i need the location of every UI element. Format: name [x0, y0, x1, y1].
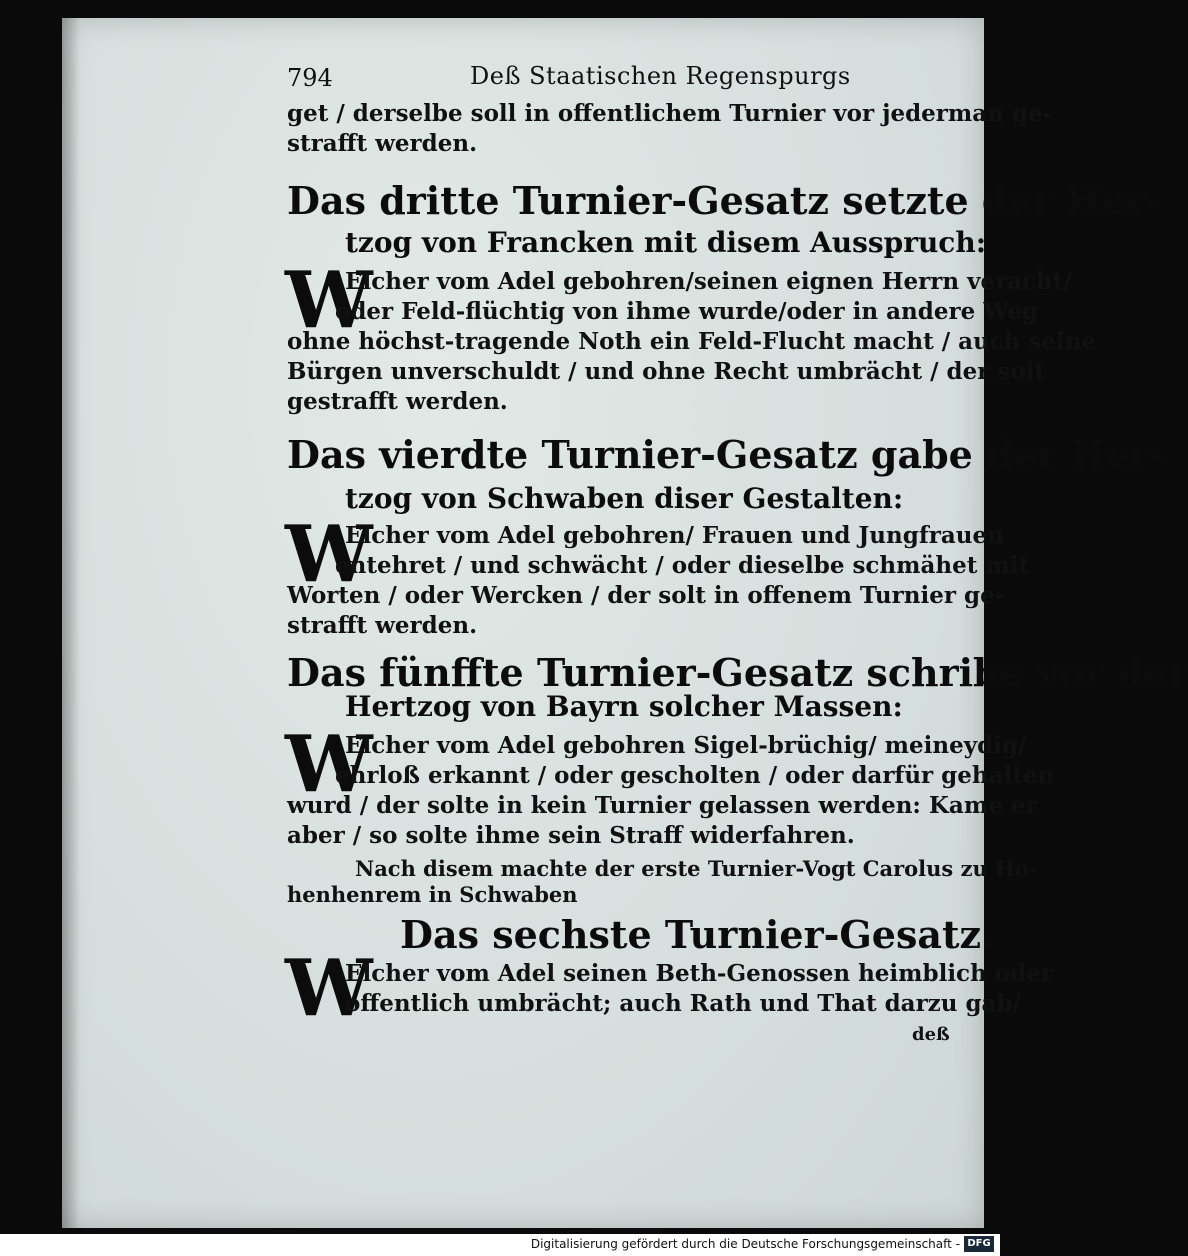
drop-cap: W	[285, 509, 373, 600]
body-line: gestrafft werden.	[287, 388, 508, 415]
section-heading: Das vierdte Turnier-Gesatz gabe der Her-	[287, 432, 1166, 477]
body-line: Elcher vom Adel gebohren/seinen eignen Herrn veracht/	[345, 268, 1072, 295]
body-line: entehret / und schwächt / oder dieselbe schmähet mit	[335, 552, 1030, 579]
body-line: wurd / der solte in kein Turnier gelassen werden: Kame er	[287, 792, 1038, 819]
page-spine-shadow	[62, 18, 80, 1228]
body-line: Elcher vom Adel gebohren/ Frauen und Jungfrauen	[345, 522, 1004, 549]
body-line: Worten / oder Wercken / der solt in offenem Turnier ge-	[287, 582, 1005, 609]
dfg-logo-icon: DFG	[964, 1236, 994, 1252]
running-title: Deß Staatischen Regenspurgs	[470, 62, 851, 90]
body-line: Elcher vom Adel gebohren Sigel-brüchig/ meineydig/	[345, 732, 1027, 759]
intro-line: get / derselbe soll in offentlichem Turnier vor jederman ge-	[287, 100, 1053, 127]
drop-cap: W	[285, 943, 373, 1034]
body-line: Bürgen unverschuldt / und ohne Recht umbrächt / der solt	[287, 358, 1046, 385]
section-heading: Das dritte Turnier-Gesatz setzte der Her-	[287, 178, 1162, 223]
footer-bar	[0, 1234, 1000, 1256]
transition-line: henhenrem in Schwaben	[287, 882, 578, 907]
body-line: strafft werden.	[287, 612, 478, 639]
body-line: ehrloß erkannt / oder gescholten / oder darfür gehalten	[335, 762, 1055, 789]
section-subheading: tzog von Schwaben diser Gestalten:	[345, 482, 904, 515]
catchword: deß	[912, 1024, 950, 1045]
drop-cap: W	[285, 255, 373, 346]
body-line: oder Feld-flüchtig von ihme wurde/oder in andere Weg	[335, 298, 1038, 325]
section-heading: Das sechste Turnier-Gesatz.	[400, 912, 995, 957]
transition-line: Nach disem machte der erste Turnier-Vogt Carolus zu Ho-	[355, 856, 1038, 881]
drop-cap: W	[285, 719, 373, 810]
footer-credit: Digitalisierung gefördert durch die Deutsche Forschungsgemeinschaft -	[530, 1237, 960, 1251]
intro-line: strafft werden.	[287, 130, 478, 157]
page-number: 794	[287, 64, 333, 92]
section-subheading: Hertzog von Bayrn solcher Massen:	[345, 690, 903, 723]
section-subheading: tzog von Francken mit disem Ausspruch:	[345, 226, 987, 259]
body-line: ohne höchst-tragende Noth ein Feld-Flucht macht / auch seine	[287, 328, 1097, 355]
body-line: Elcher vom Adel seinen Beth-Genossen heimblich oder	[345, 960, 1053, 987]
section-heading: Das fünffte Turnier-Gesatz schribe vor der	[287, 650, 1188, 695]
body-line: offentlich umbrächt; auch Rath und That darzu gab/	[345, 990, 1021, 1017]
body-line: aber / so solte ihme sein Straff widerfahren.	[287, 822, 855, 849]
